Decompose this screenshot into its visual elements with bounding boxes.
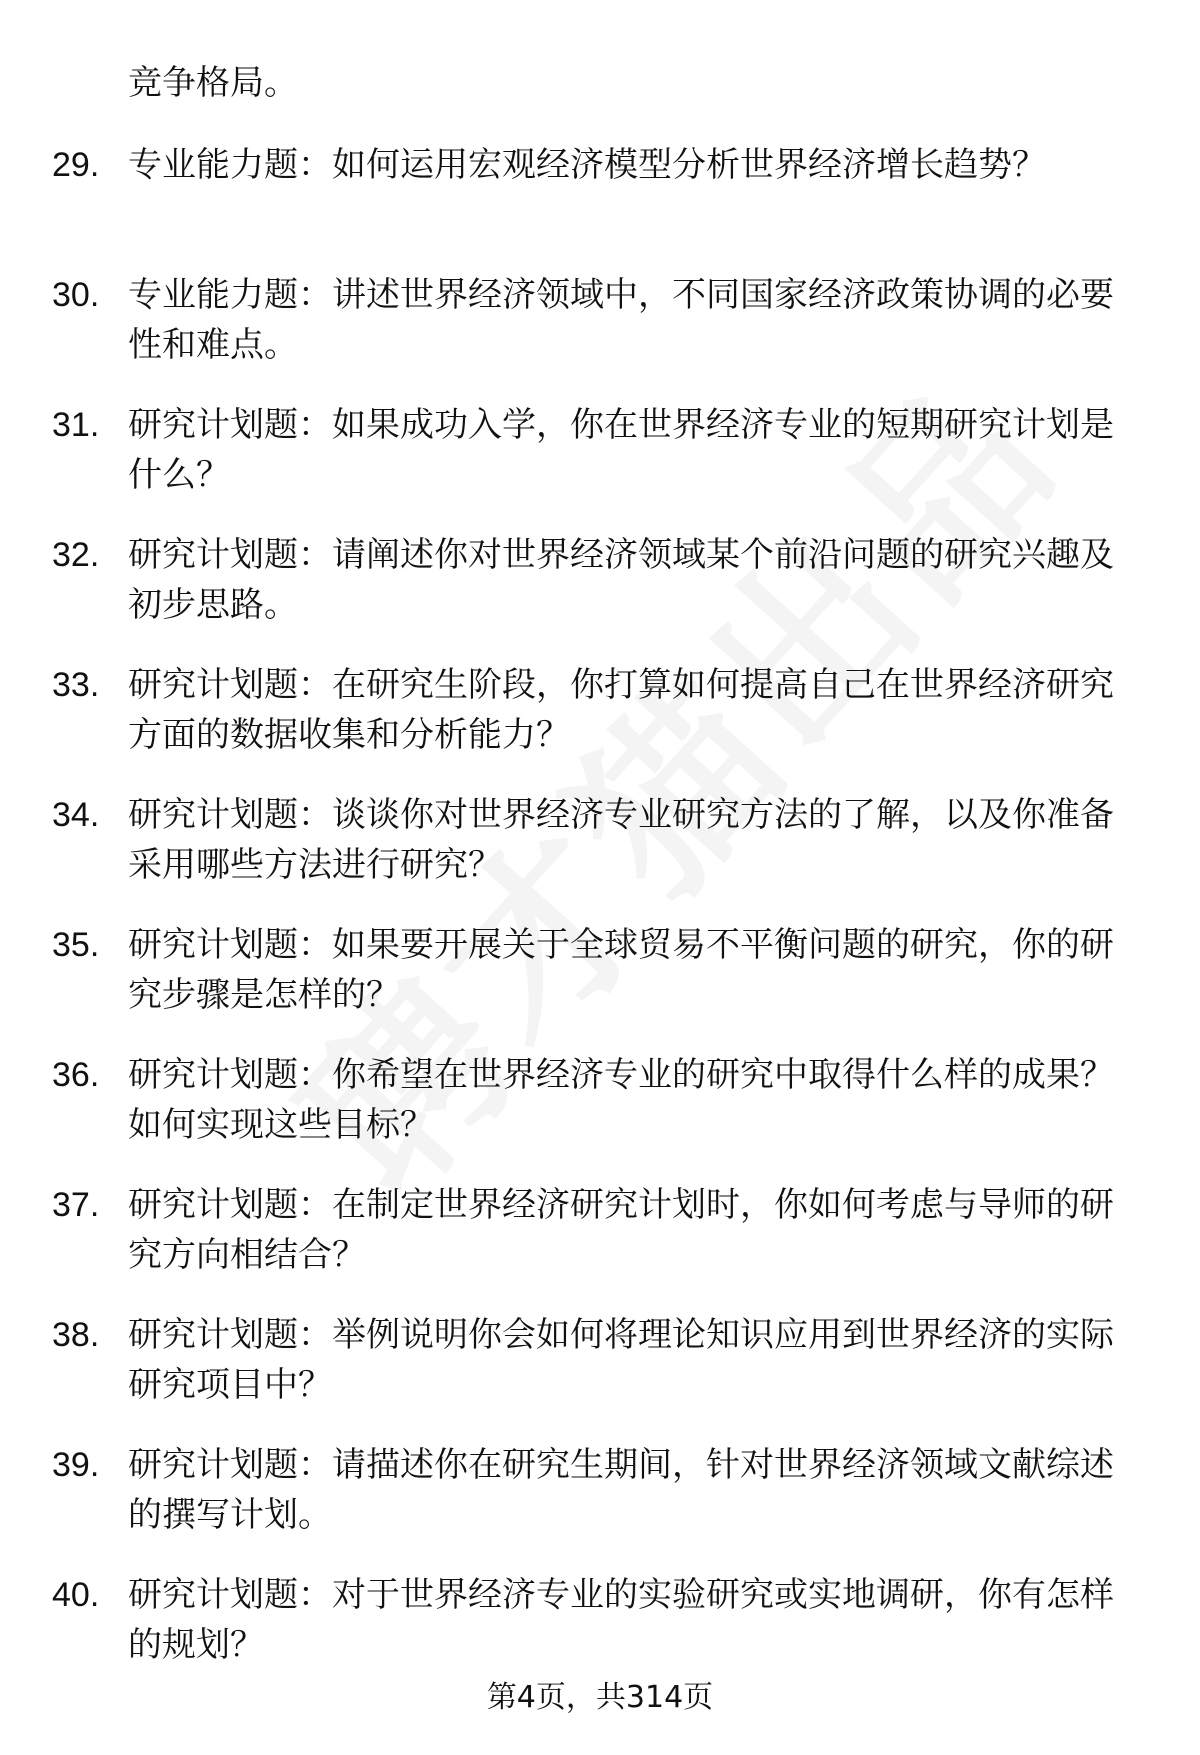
question-text: 研究计划题：谈谈你对世界经济专业研究方法的了解，以及你准备采用哪些方法进行研究？: [128, 795, 1114, 885]
question-item: [0, 530, 1200, 660]
question-number: 32.: [52, 536, 100, 574]
question-number: 36.: [52, 1056, 100, 1094]
question-text: 研究计划题：请描述你在研究生期间，针对世界经济领域文献综述的撰写计划。: [128, 1445, 1114, 1535]
question-list: [0, 140, 1200, 1700]
question-item: [0, 790, 1200, 920]
continued-text: 竞争格局。: [128, 63, 298, 103]
question-text: 研究计划题：对于世界经济专业的实验研究或实地调研，你有怎样的规划？: [128, 1575, 1114, 1665]
question-text: 专业能力题：如何运用宏观经济模型分析世界经济增长趋势？: [128, 145, 1046, 185]
question-item: [0, 1050, 1200, 1180]
question-text: 研究计划题：你希望在世界经济专业的研究中取得什么样的成果？如何实现这些目标？: [128, 1055, 1114, 1145]
question-number: 39.: [52, 1446, 100, 1484]
question-text: 研究计划题：请阐述你对世界经济领域某个前沿问题的研究兴趣及初步思路。: [128, 535, 1114, 625]
question-number: 38.: [52, 1316, 100, 1354]
question-text: 研究计划题：如果要开展关于全球贸易不平衡问题的研究，你的研究步骤是怎样的？: [128, 925, 1114, 1015]
question-text: 研究计划题：举例说明你会如何将理论知识应用到世界经济的实际研究项目中？: [128, 1315, 1114, 1405]
question-item: [0, 660, 1200, 790]
question-text: 研究计划题：在研究生阶段，你打算如何提高自己在世界经济研究方面的数据收集和分析能力？: [128, 665, 1114, 755]
question-number: 29.: [52, 146, 100, 184]
question-number: 34.: [52, 796, 100, 834]
question-item: [0, 1180, 1200, 1310]
question-number: 37.: [52, 1186, 100, 1224]
question-item: [0, 140, 1200, 270]
question-item: [0, 920, 1200, 1050]
question-item: [0, 1310, 1200, 1440]
page-footer: 第4页，共314页: [486, 1680, 714, 1715]
question-number: 33.: [52, 666, 100, 704]
question-number: 30.: [52, 276, 100, 314]
question-text: 专业能力题：讲述世界经济领域中，不同国家经济政策协调的必要性和难点。: [128, 275, 1114, 365]
question-item: [0, 400, 1200, 530]
question-item: [0, 270, 1200, 400]
question-item: [0, 1440, 1200, 1570]
question-text: 研究计划题：如果成功入学，你在世界经济专业的短期研究计划是什么？: [128, 405, 1114, 495]
question-text: 研究计划题：在制定世界经济研究计划时，你如何考虑与导师的研究方向相结合？: [128, 1185, 1114, 1275]
question-number: 35.: [52, 926, 100, 964]
question-number: 40.: [52, 1576, 100, 1614]
question-number: 31.: [52, 406, 100, 444]
